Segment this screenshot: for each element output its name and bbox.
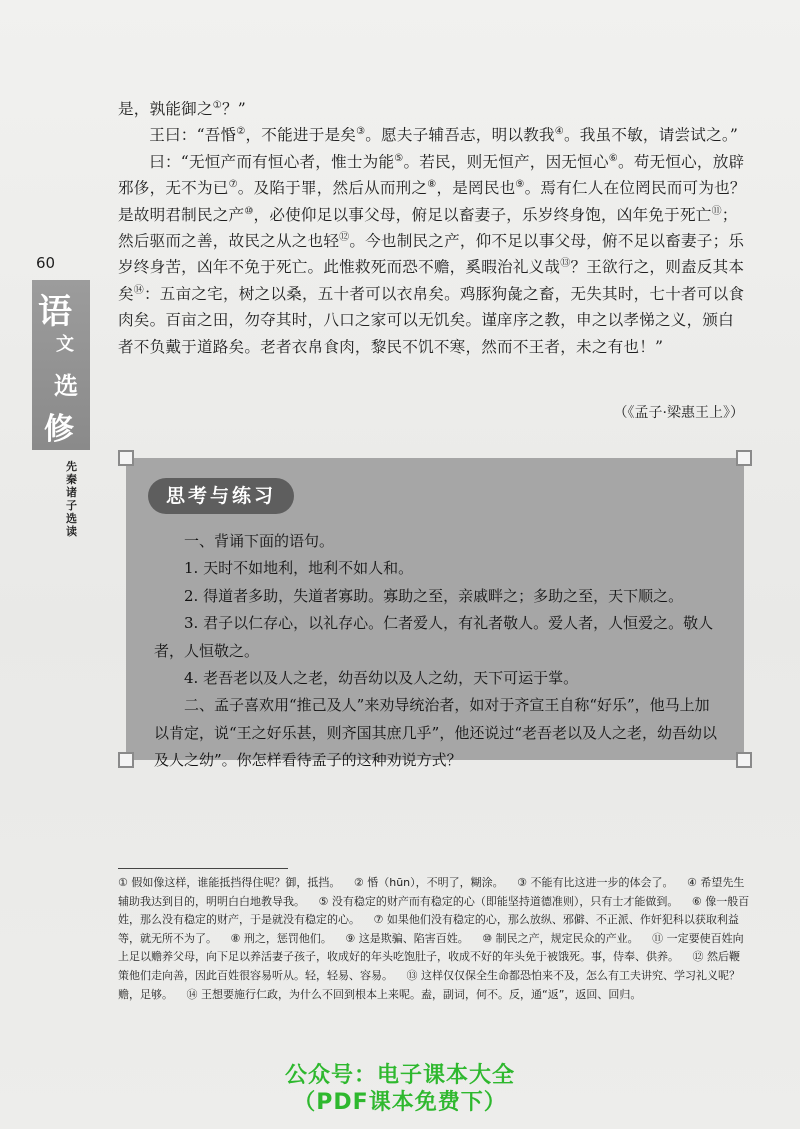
corner-decoration (736, 450, 752, 466)
footnote-ref: ② (236, 126, 246, 138)
exercise-item: 1. 天时不如地利，地利不如人和。 (184, 559, 414, 578)
footnote: ⑭ 王想要施行仁政，为什么不回到根本上来呢。盍，副词，何不。反，通“返”，返回、回归。 (186, 987, 642, 1001)
exercise-question: 一、背诵下面的语句。 (184, 532, 335, 550)
footnote-ref: ⑭ (133, 284, 144, 296)
footnote-ref: ① (212, 99, 222, 111)
passage (118, 96, 748, 360)
side-tab-char: 语 (38, 292, 72, 332)
watermark-line: 公众号：电子课本大全 (284, 1063, 515, 1088)
footnote-ref: ⑨ (515, 179, 525, 191)
passage-line: 是，孰能御之①？” (118, 99, 246, 118)
footnote-ref: ③ (356, 126, 366, 138)
corner-decoration (118, 752, 134, 768)
corner-decoration (736, 752, 752, 768)
footnote: ⑩ 制民之产，规定民众的产业。 (482, 931, 639, 945)
exercise-question: 二、孟子喜欢用“推己及人”来劝导统治者，如对于齐宣王自称“好乐”，他马上加以肯定，说“王之好乐甚，则齐国其庶几乎”，他还说过“老吾老以及人之老，幼吾幼以及人之幼”。你怎样看待孟子的这种劝说方式？ (154, 696, 718, 770)
section-label: 先秦诸子选读 (66, 460, 77, 538)
side-tab-char: 文 (56, 334, 74, 355)
footnote: ① 假如像这样，谁能抵挡得住呢？御，抵挡。 (118, 876, 341, 889)
footnote-ref: ⑥ (608, 152, 618, 164)
footnote-ref: ④ (554, 126, 564, 138)
footnote: ⑬ 这样仅仅保全生命都恐怕来不及，怎么有工夫讲究、学习礼义呢？赡，足够。 (118, 968, 740, 1001)
exercise-item: 2. 得道者多助，失道者寡助。寡助之至，亲戚畔之；多助之至，天下顺之。 (184, 586, 684, 605)
exercise-title: 思考与练习 (148, 478, 294, 514)
page-number: 60 (36, 254, 56, 272)
footnote: ⑪ 一定要使百姓向上足以赡养父母，向下足以养活妻子孩子，收成好的年头吃饱肚子，收成不好的年头免于被饿死。事，侍奉、供养。 (118, 931, 744, 964)
exercise-box (126, 458, 744, 770)
footnote-divider (118, 868, 288, 869)
footnotes (118, 874, 750, 1004)
side-tab-char: 修 (44, 412, 74, 447)
footnote-ref: ⑪ (711, 205, 722, 217)
footnote: ③ 不能有比这进一步的体会了。 (517, 876, 674, 889)
footnote-ref: ⑫ (339, 231, 350, 243)
footnote-ref: ⑧ (427, 179, 437, 191)
passage-paragraph: 曰：“无恒产而有恒心者，惟士为能⑤。若民，则无恒产，因无恒心⑥。苟无恒心，放辟邪侈，无不为已⑦。及陷于罪，然后从而刑之⑧，是罔民也⑨。焉有仁人在位罔民而可为也？是故明君制民之产⑩，必使仰足以事父母，俯足以畜妻子，乐岁终身饱，凶年免于死亡⑪；然后驱而之善，故民之从之也轻⑫。今也制民之产，仰不足以事父母，俯不足以畜妻子；乐岁终身苦，凶年不免于死亡。此惟救死而恐不赡，奚暇治礼义哉⑬？王欲行之，则盍反其本矣⑭：五亩之宅，树之以桑，五十者可以衣帛矣。鸡豚狗彘之畜，无失其时，七十者可以食肉矣。百亩之田，勿夺其时，八口之家可以无饥矣。谨庠序之教，申之以孝悌之义，颁白者不负戴于道路矣。老者衣帛食肉，黎民不饥不寒，然而不王者，未之有也！” (118, 152, 746, 356)
footnote-ref: ⑩ (244, 205, 254, 217)
exercise-content (154, 528, 722, 775)
side-tab-char: 选 (54, 371, 78, 400)
corner-decoration (118, 450, 134, 466)
footnote: ⑫ 然后鞭策他们走向善，因此百姓很容易听从。轻，轻易、容易。 (118, 950, 740, 982)
footnote: ⑤ 没有稳定的财产而有稳定的心（即能坚持道德准则），只有士才能做到。 (318, 894, 679, 908)
footnote-ref: ⑦ (228, 179, 238, 191)
footnote: ⑧ 刑之，惩罚他们。 (230, 931, 332, 945)
footnote: ④ 希望先生辅助我达到目的，明明白白地教导我。 (118, 876, 745, 908)
watermark-line: （PDF课本免费下） (293, 1090, 507, 1115)
side-tab (32, 280, 90, 450)
footnote-ref: ⑤ (394, 152, 404, 164)
exercise-item: 4. 老吾老以及人之老，幼吾幼以及人之幼，天下可运于掌。 (184, 669, 579, 688)
footnote: ② 惛（hūn），不明了，糊涂。 (353, 876, 504, 889)
footnote: ⑦ 如果他们没有稳定的心，那么放纵、邪僻、不正派、作奸犯科以获取利益等，就无所不为了。 (118, 913, 739, 945)
footnote: ⑥ 像一般百姓，那么没有稳定的财产，于是就没有稳定的心。 (118, 894, 750, 927)
source-citation: （《孟子·梁惠王上》） (613, 405, 744, 421)
footnote-ref: ⑬ (560, 258, 571, 270)
exercise-item: 3. 君子以仁存心，以礼存心。仁者爱人，有礼者敬人。爱人者，人恒爱之。敬人者，人恒敬之。 (154, 614, 714, 660)
footnote: ⑨ 这是欺骗、陷害百姓。 (345, 931, 469, 945)
passage-paragraph: 王曰：“吾惛②，不能进于是矣③。愿夫子辅吾志，明以教我④。我虽不敏，请尝试之。” (149, 126, 739, 145)
